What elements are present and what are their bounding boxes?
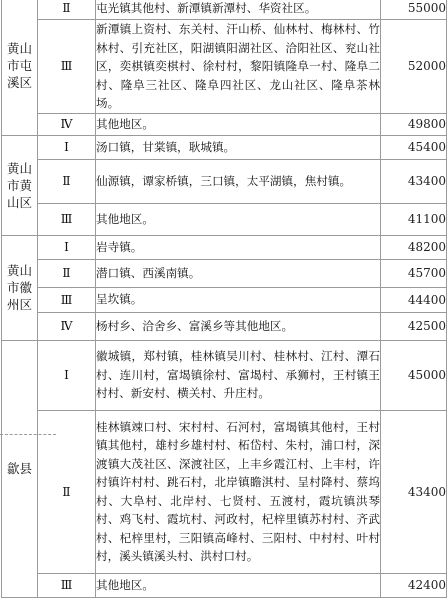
- value-cell: 48200: [381, 235, 447, 259]
- value-cell: 41100: [381, 203, 447, 235]
- desc-cell: 屯光镇其他村、新潭镇新潭村、华资社区。: [96, 0, 381, 20]
- table-row: [2, 259, 447, 287]
- desc-cell: 岩寺镇。: [96, 235, 381, 259]
- desc-cell: 潜口镇、西溪南镇。: [96, 259, 381, 287]
- area-cell-huizhou: [2, 235, 38, 340]
- desc-cell: 新潭镇上资村、东关村、汗山桥、仙林村、梅林村、竹林村、引充社区，阳湖镇阳湖社区、洽阳社区、兖山社区，奕棋镇奕棋村、徐村村，黎阳镇隆阜一村、隆阜二村、隆阜三社区、隆阜四社区、龙山社区、隆阜茶林场。: [96, 20, 381, 114]
- desc-cell: 仙源镇，谭家桥镇，三口镇，太平湖镇，焦村镇。: [96, 159, 381, 203]
- value-cell: 43400: [381, 410, 447, 573]
- class-cell: Ⅰ: [38, 340, 96, 410]
- desc-cell: 徽城镇，郑村镇，桂林镇吴川村、桂林村、江村、潭石村、连川村，富堨镇徐村、富堨村、承狮村，王村镇王村村、新安村、横关村、升庄村。: [96, 340, 381, 410]
- class-cell: Ⅱ: [38, 0, 96, 20]
- value-cell: 49800: [381, 113, 447, 135]
- value-cell: 45700: [381, 259, 447, 287]
- class-cell: Ⅳ: [38, 312, 96, 340]
- area-label-huizhou: 黄山市徽州区: [6, 263, 32, 312]
- value-cell: 45000: [381, 340, 447, 410]
- class-cell: Ⅲ: [38, 573, 96, 597]
- compensation-table: [1, 0, 447, 598]
- table-row: [2, 312, 447, 340]
- desc-cell: 桂林镇竦口村、宋村村、石河村，富堨镇其他村，王村镇其他村，雄村乡雄村村、柘岱村、朱村，浦口村，深渡镇大茂社区、深渡社区，上丰乡霞江村、上丰村，许村镇许村村、跳石村，北岸镇瞻淇村、呈村降村、蔡坞村、大阜村、北岸村、七贤村、五渡村，霞坑镇洪琴村、鸡飞村、霞坑村、河政村，杞梓里镇苏村村、齐武村、杞梓里村，三阳镇高峰村、三阳村、中村村、叶村村，溪头镇溪头村、洪村口村。: [96, 410, 381, 573]
- area-label-huangshan: 黄山市黄山区: [6, 160, 32, 210]
- value-cell: 45400: [381, 135, 447, 159]
- table-row: [2, 159, 447, 203]
- class-cell: Ⅲ: [38, 203, 96, 235]
- dashed-divider: [0, 434, 56, 435]
- desc-cell: 杨村乡、洽舍乡、富溪乡等其他地区。: [96, 312, 381, 340]
- table-row: [2, 287, 447, 312]
- table-row: [2, 20, 447, 114]
- area-cell-shexian: [2, 340, 38, 597]
- table-row: [2, 0, 447, 20]
- area-cell-huangshan: [2, 135, 38, 235]
- desc-cell: 呈坎镇。: [96, 287, 381, 312]
- desc-cell: 汤口镇，甘棠镇，耿城镇。: [96, 135, 381, 159]
- table-row: [2, 235, 447, 259]
- table-row: [2, 340, 447, 410]
- desc-cell: 其他地区。: [96, 203, 381, 235]
- area-label-shexian: 歙县: [6, 461, 32, 476]
- table-row: [2, 573, 447, 597]
- class-cell: Ⅰ: [38, 235, 96, 259]
- value-cell: 44400: [381, 287, 447, 312]
- value-cell: 52000: [381, 20, 447, 114]
- area-cell-tunxi: [2, 0, 38, 135]
- area-label-tunxi: 黄山市屯溪区: [6, 41, 32, 91]
- desc-cell: 其他地区。: [96, 113, 381, 135]
- class-cell: Ⅱ: [38, 410, 96, 573]
- class-cell: Ⅰ: [38, 135, 96, 159]
- value-cell: 42500: [381, 312, 447, 340]
- table-row: [2, 203, 447, 235]
- value-cell: 43400: [381, 159, 447, 203]
- class-cell: Ⅱ: [38, 159, 96, 203]
- table-row: [2, 135, 447, 159]
- value-cell: 55000: [381, 0, 447, 20]
- class-cell: Ⅱ: [38, 259, 96, 287]
- class-cell: Ⅳ: [38, 113, 96, 135]
- desc-cell: 其他地区。: [96, 573, 381, 597]
- table-row: [2, 410, 447, 573]
- table-row: [2, 113, 447, 135]
- class-cell: Ⅲ: [38, 287, 96, 312]
- value-cell: 42400: [381, 573, 447, 597]
- class-cell: Ⅲ: [38, 20, 96, 114]
